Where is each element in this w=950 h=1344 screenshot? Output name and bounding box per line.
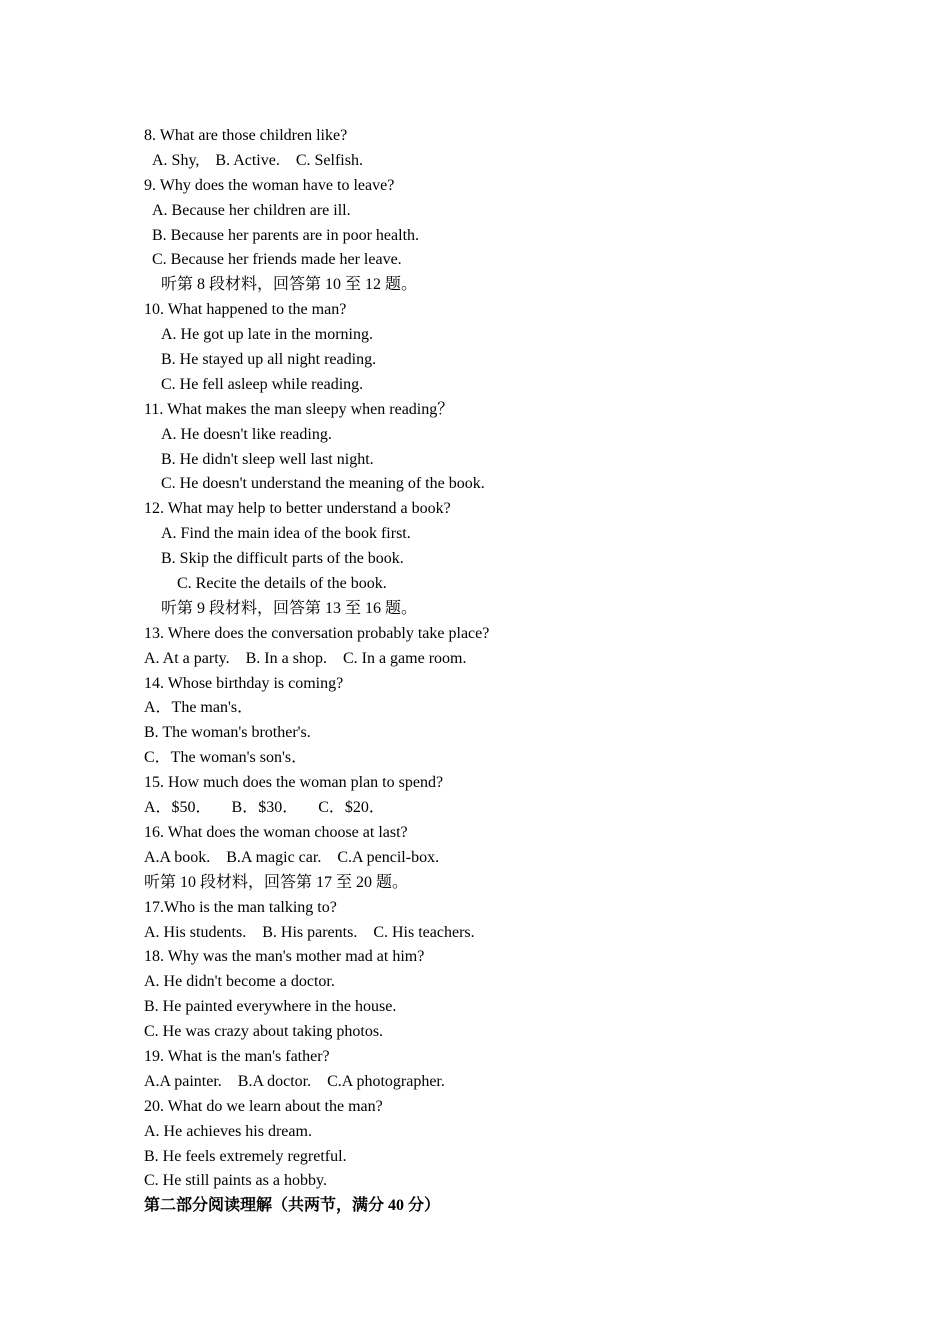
text-line: 听第 10 段材料，回答第 17 至 20 题。	[144, 873, 409, 891]
text-line: 11. What makes the man sleepy when reading？	[144, 400, 454, 418]
text-line: 12. What may help to better understand a book?	[144, 500, 451, 518]
text-line: C. He doesn't understand the meaning of the book.	[161, 475, 485, 493]
text-line: 20. What do we learn about the man?	[144, 1097, 383, 1115]
text-line: 19. What is the man's father?	[144, 1047, 330, 1065]
text-line: A.A painter. B.A doctor. C.A photographer.	[144, 1072, 445, 1090]
text-line: 听第 9 段材料，回答第 13 至 16 题。	[161, 599, 418, 617]
text-line: A. At a party. B. In a shop. C. In a game room.	[144, 649, 467, 667]
text-line: A．The man's．	[144, 699, 254, 717]
text-line: A．$50． B．$30． C．$20．	[144, 799, 385, 817]
text-line: A. Because her children are ill.	[152, 201, 351, 219]
text-line: A. He got up late in the morning.	[161, 326, 373, 344]
text-line: B. He stayed up all night reading.	[161, 351, 377, 369]
text-line: C．The woman's son's．	[144, 749, 308, 767]
text-line: 8. What are those children like?	[144, 127, 348, 144]
document-body	[144, 124, 844, 1219]
text-line: B. The woman's brother's.	[144, 724, 311, 742]
text-line: 听第 8 段材料，回答第 10 至 12 题。	[161, 276, 418, 294]
text-line: 18. Why was the man's mother mad at him?	[144, 948, 425, 966]
text-line: 13. Where does the conversation probably take place?	[144, 624, 490, 642]
text-line: C. He fell asleep while reading.	[161, 375, 364, 393]
section-heading: 第二部分阅读理解（共两节，满分 40 分）	[144, 1197, 441, 1215]
text-line: C. He was crazy about taking photos.	[144, 1023, 384, 1041]
text-line: A. Shy, B. Active. C. Selfish.	[152, 151, 363, 169]
text-line: A. His students. B. His parents. C. His teachers.	[144, 923, 475, 941]
text-line: A. Find the main idea of the book first.	[161, 525, 411, 543]
text-line: C. Recite the details of the book.	[177, 575, 387, 593]
text-line: C. Because her friends made her leave.	[152, 251, 402, 269]
text-line: A. He achieves his dream.	[144, 1122, 312, 1140]
text-line: A. He doesn't like reading.	[161, 425, 332, 443]
text-line: 9. Why does the woman have to leave?	[144, 176, 395, 194]
text-line: B. He didn't sleep well last night.	[161, 450, 374, 468]
text-line: C. He still paints as a hobby.	[144, 1172, 327, 1190]
text-line: B. Because her parents are in poor health.	[152, 226, 420, 244]
text-line: 10. What happened to the man?	[144, 301, 347, 319]
text-line: B. He feels extremely regretful.	[144, 1147, 347, 1165]
text-line: A. He didn't become a doctor.	[144, 973, 335, 991]
text-line: A.A book. B.A magic car. C.A pencil-box.	[144, 848, 440, 866]
text-line: 14. Whose birthday is coming?	[144, 674, 344, 692]
text-line: B. He painted everywhere in the house.	[144, 998, 397, 1016]
text-line: 16. What does the woman choose at last?	[144, 823, 408, 841]
text-line: 15. How much does the woman plan to spend?	[144, 774, 444, 792]
text-line: B. Skip the difficult parts of the book.	[161, 550, 404, 568]
text-line: 17.Who is the man talking to?	[144, 898, 337, 916]
